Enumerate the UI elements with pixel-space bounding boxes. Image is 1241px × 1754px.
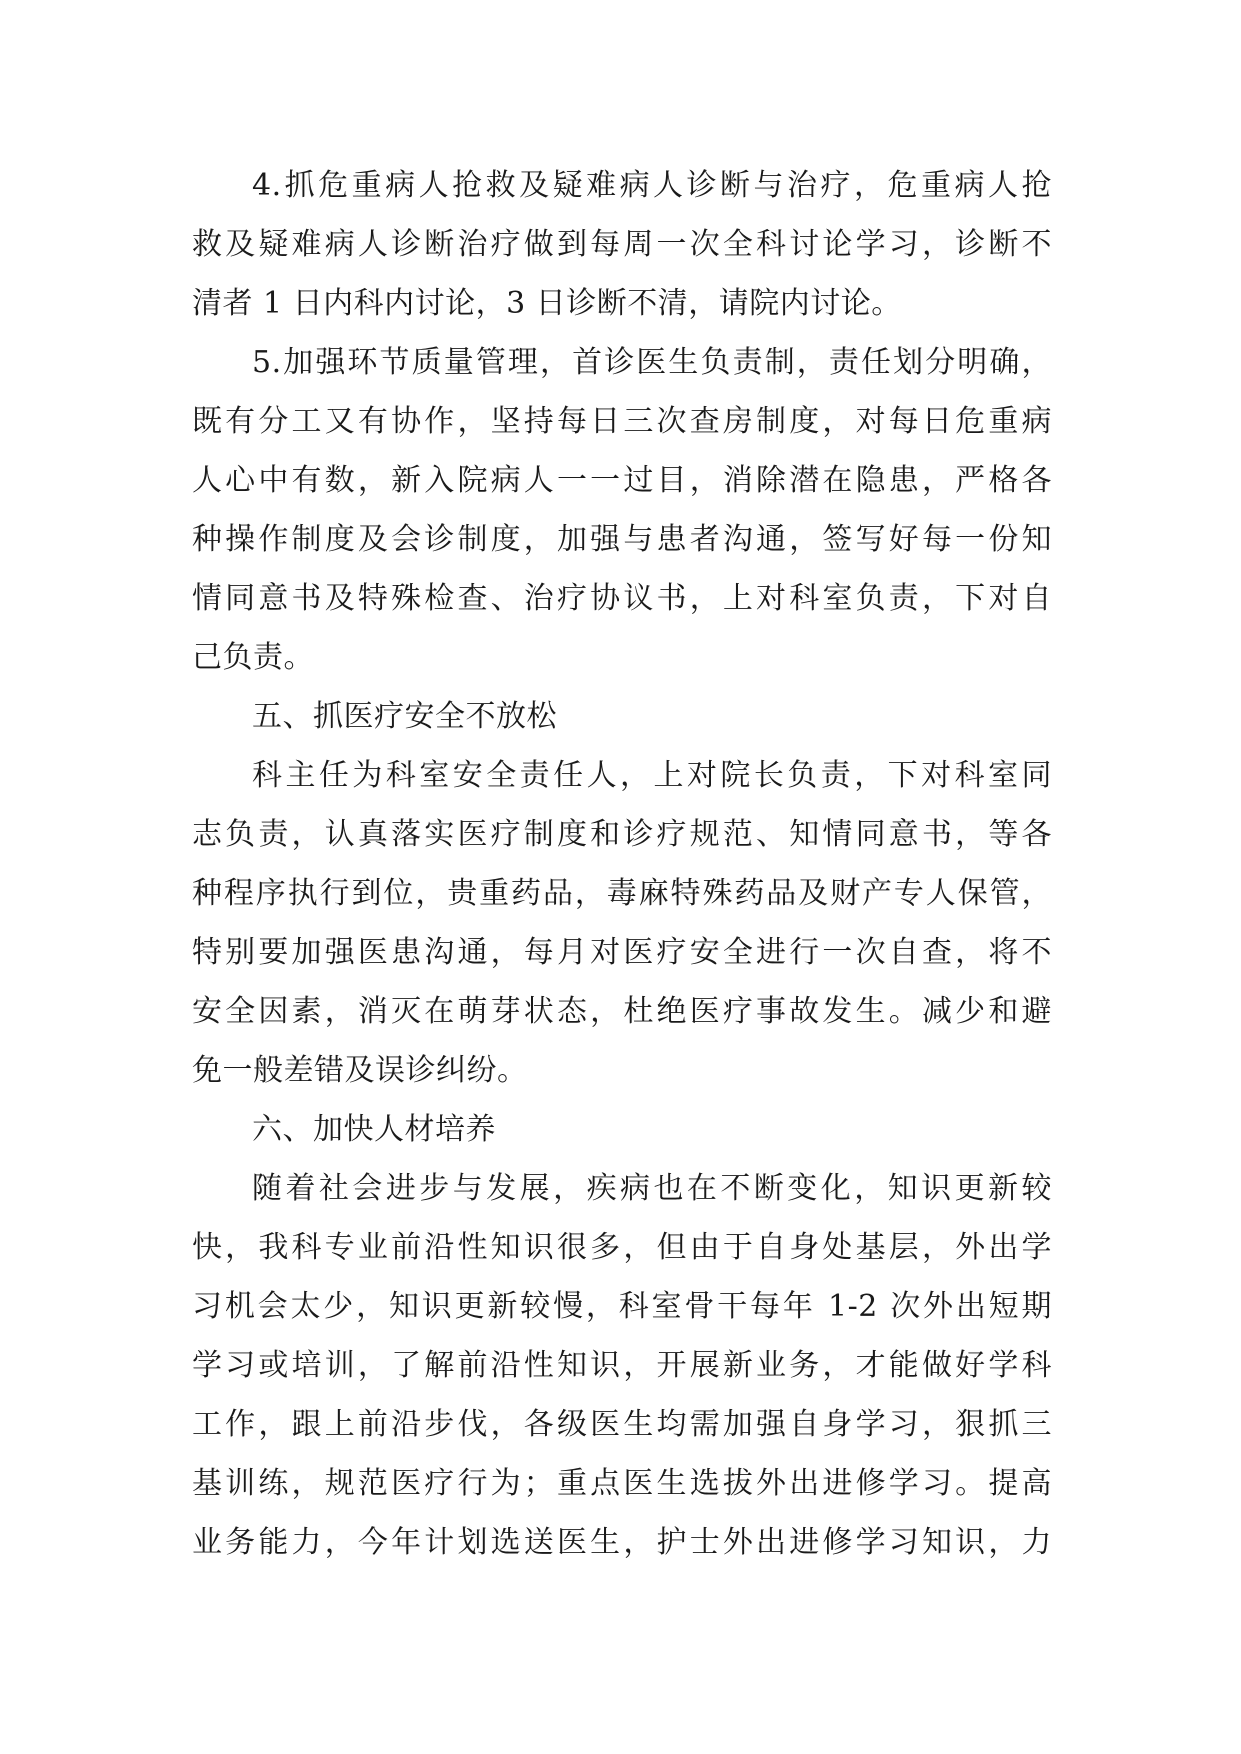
text-line: 基训练，规范医疗行为；重点医生选拔外出进修学习。提高	[192, 1466, 1052, 1501]
text-line: 5.加强环节质量管理，首诊医生负责制，责任划分明确，	[252, 345, 1052, 380]
text-line: 免一般差错及误诊纠纷。	[192, 1053, 528, 1088]
text-line: 人心中有数，新入院病人一一过目，消除潜在隐患，严格各	[192, 463, 1052, 498]
text-line: 种程序执行到位，贵重药品，毒麻特殊药品及财产专人保管，	[192, 876, 1052, 911]
section-heading: 五、抓医疗安全不放松	[252, 699, 557, 734]
text-line: 科主任为科室安全责任人，上对院长负责，下对科室同	[252, 758, 1052, 793]
text-line: 安全因素，消灭在萌芽状态，杜绝医疗事故发生。减少和避	[192, 994, 1052, 1029]
section-heading: 六、加快人材培养	[252, 1112, 496, 1147]
text-line: 习机会太少，知识更新较慢，科室骨干每年 1-2 次外出短期	[192, 1289, 1052, 1324]
text-line: 工作，跟上前沿步伐，各级医生均需加强自身学习，狠抓三	[192, 1407, 1052, 1442]
text-line: 己负责。	[192, 640, 314, 675]
text-line: 清者 1 日内科内讨论，3 日诊断不清，请院内讨论。	[192, 286, 902, 321]
text-line: 学习或培训，了解前沿性知识，开展新业务，才能做好学科	[192, 1348, 1052, 1383]
text-line: 特别要加强医患沟通，每月对医疗安全进行一次自查，将不	[192, 935, 1052, 970]
text-line: 快，我科专业前沿性知识很多，但由于自身处基层，外出学	[192, 1230, 1052, 1265]
text-line: 既有分工又有协作，坚持每日三次查房制度，对每日危重病	[192, 404, 1052, 439]
text-line: 志负责，认真落实医疗制度和诊疗规范、知情同意书，等各	[192, 817, 1052, 852]
text-line: 情同意书及特殊检查、治疗协议书，上对科室负责，下对自	[192, 581, 1052, 616]
text-line: 业务能力，今年计划选送医生，护士外出进修学习知识，力	[192, 1525, 1052, 1560]
text-line: 4.抓危重病人抢救及疑难病人诊断与治疗，危重病人抢	[252, 168, 1052, 203]
text-line: 种操作制度及会诊制度，加强与患者沟通，签写好每一份知	[192, 522, 1052, 557]
text-line: 随着社会进步与发展，疾病也在不断变化，知识更新较	[252, 1171, 1052, 1206]
text-line: 救及疑难病人诊断治疗做到每周一次全科讨论学习，诊断不	[192, 227, 1052, 262]
